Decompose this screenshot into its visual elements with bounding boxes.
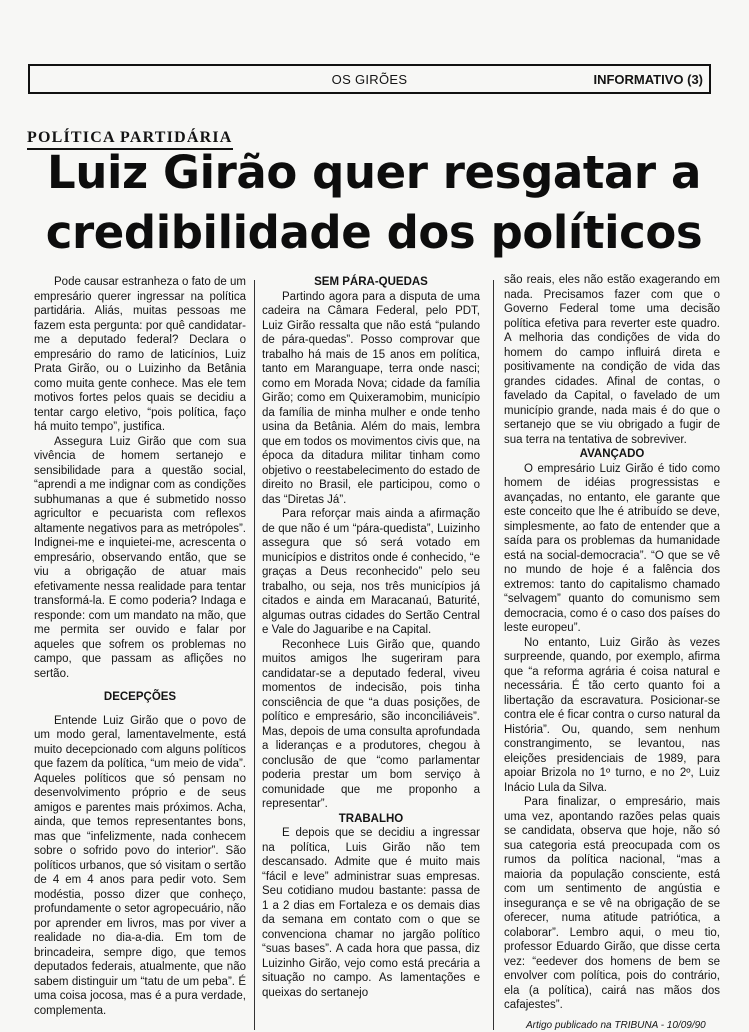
column-divider [493,280,494,1030]
subheading: AVANÇADO [579,448,645,460]
subheading: TRABALHO [338,812,404,825]
paragraph: Assegura Luiz Girão que com sua vivência de homem sertanejo e sensibilidade para a questão social, “aprendi a me indignar com as condições subhumanas a que é submetido nosso agricultor e pecuarista com reflexos altamente negativos para as metrópoles”. Indignei-me e inquietei-me, acrescenta o empresário, observando então, que se viu a obrigação de atuar mais efetivamente nessa realidade para tentar transformá-la. E como poderia? Indaga e responde: com um mandato na mão, que me permita ser ouvido e falar por aqueles que sofrem os problemas no campo, que passam as aflições no sertão. [34,435,246,680]
paragraph: Partindo agora para a disputa de uma cadeira na Câmara Federal, pelo PDT, Luiz Girão ressalta que não está “pulando de pára-quedas”. Posso comprovar que trabalho há mais de 15 anos em política, tanto em Maranguape, terra onde nasci; como em Morada Nova; cidade da família Girão; como em Quixeramobim, município da família de minha mulher e onde tenho usina da Betânia. Além do mais, lembra que em todos os movimentos civis que, na época da ditadura militar tinham como objetivo o reestabelecimento do estado de direito no Brasil, ele participou, como o das “Diretas Já”. [262,290,480,506]
article-column-3 [504,273,720,1013]
section-title: OS GIRÕES [331,72,408,87]
subheading: DECEPÇÕES [103,691,177,703]
article-column-1 [34,275,246,1018]
headline-line-2: credibilidade dos políticos [45,206,703,259]
column-divider [254,280,255,1030]
paragraph: Pode causar estranheza o fato de um empresário querer ingressar na política partidária. Aliás, muitas pessoas me fazem esta pergunta: por quê candidatar-me a deputado federal? Declara o empresário do ramo de laticínios, Luiz Prata Girão, ou o Luizinho da Betânia como muita gente conhece. Mas ele tem motivos fortes pelos quais se decidiu a tentar cargo eletivo, “pois política, faço há muito tempo”, justifica. [34,276,246,433]
paragraph: E depois que se decidiu a ingressar na política, Luis Girão não tem descansado. Admite que é muito mais “fácil e leve” administrar suas empresas. Seu cotidiano mudou bastante: passa de 1 a 2 dias em Fortaleza e os demais dias da semana em contato com o que se convenciona chamar no jargão político “suas bases”. A cada hora que passa, diz Luizinho Girão, vejo como está precária a situação no campo. As lamentações e queixas do sertanejo [262,827,480,999]
article-column-2 [262,275,480,1000]
page-header [28,64,711,94]
page-label: INFORMATIVO (3) [593,72,703,87]
paragraph: Entende Luiz Girão que o povo de um modo geral, lamentavelmente, está muito decepcionado com alguns políticos que fazem da política, “um meio de vida”. Aqueles políticos que só pensam no desenvolvimento próprio e de seus amigos e parentes mais próximos. Acha, ainda, que temos representantes bons, mas que “infelizmente, nada conhecem sobre o sofrido povo do interior”. São políticos urbanos, que só visitam o sertão de 4 em 4 anos para pedir voto. Sem modéstia, posso dizer que conheço, profundamente o setor agropecuário, não por aprender em livros, mas por viver a realidade no dia-a-dia. Em tom de brincadeira, sempre digo, que temos deputados federais, atualmente, que não sabem distinguir um “tatu de um peba”. É uma coisa jocosa, mas é a pura verdade, complementa. [34,714,246,1017]
paragraph: No entanto, Luiz Girão às vezes surpreende, quando, por exemplo, afirma que “a reforma agrária é coisa natural e necessária. É tão certo quanto foi a libertação da escravatura. Posicionar-se contra ele é ficar contra o curso natural da História”. Ou, quando, sem nenhum constrangimento, se levantou, nas eleições presidenciais de 1989, para apoiar Brizola no 1º turno, e no 2º, Luiz Inácio Lula da Silva. [504,636,720,794]
paragraph: Reconhece Luis Girão que, quando muitos amigos lhe sugeriram para candidatar-se a deputado federal, viveu momentos de indecisão, pois tinha consciência de que “a duas posições, de político e empresário, são inconciliáveis”. Mas, depois de uma consulta aprofundada a lideranças e a produtores, chegou à conclusão de que “como parlamentar poderia prestar um bom serviço à comunidade que me proponho a representar”. [262,638,480,810]
publication-credit: Artigo publicado na TRIBUNA - 10/09/90 [526,1020,706,1031]
headline-line-1: Luiz Girão quer resgatar a [47,146,701,199]
subheading: SEM PÁRA-QUEDAS [314,276,428,288]
paragraph: Para finalizar, o empresário, mais uma vez, apontando razões pelas quais se candidata, observa que hoje, não só sua categoria está preocupada com os rumos da política nacional, “mas a maioria da população consciente, está com um sentimento de angústia e insegurança e se vê na obrigação de se oferecer, numa atitude patriótica, a colaborar”. Lembro aqui, o meu tio, professor Eduardo Girão, que disse certa vez: “eedever dos homens de bem se envolver com política, pois do contrário, ela (a política), cairá nas mãos dos cafajestes”. [504,796,720,1011]
paragraph: são reais, eles não estão exagerando em nada. Precisamos fazer com que o Governo Federal tome uma decisão política efetiva para reverter este quadro. A melhoria das condições de vida do homem do campo influirá direta e positivamente na condição de vida das grandes cidades. Afinal de contas, o favelado da Capital, o favelado de um município grande, nada mais é do que o sertanejo que se viu obrigado a fugir de sua terra na tentativa de sobreviver. [504,274,720,446]
paragraph: Para reforçar mais ainda a afirmação de que não é um “pára-quedista”, Luizinho assegura que só será votado em municípios e distritos onde é conhecido, “e graças a Deus reconhecido” pelo seu trabalho, ou seja, nos três municípios já citados e ainda em Maracanaú, Baturité, algumas outras cidades do Sertão Central e Vale do Jaguaribe e na Capital. [262,508,480,636]
rubric: POLÍTICA PARTIDÁRIA [27,128,233,150]
paragraph: O empresário Luiz Girão é tido como homem de idéias progressistas e avançadas, no entanto, ele garante que este conceito que lhe é atribuído se deve, simplesmente, ao fato de entender que a saída para os problemas da humanidade está na social-democracia”. “O que se vê no mundo de hoje é a falência dos extremos: tanto do capitalismo chamado “selvagem” quanto do comunismo sem democracia, como é o caso dos países do leste europeu”. [504,462,720,634]
